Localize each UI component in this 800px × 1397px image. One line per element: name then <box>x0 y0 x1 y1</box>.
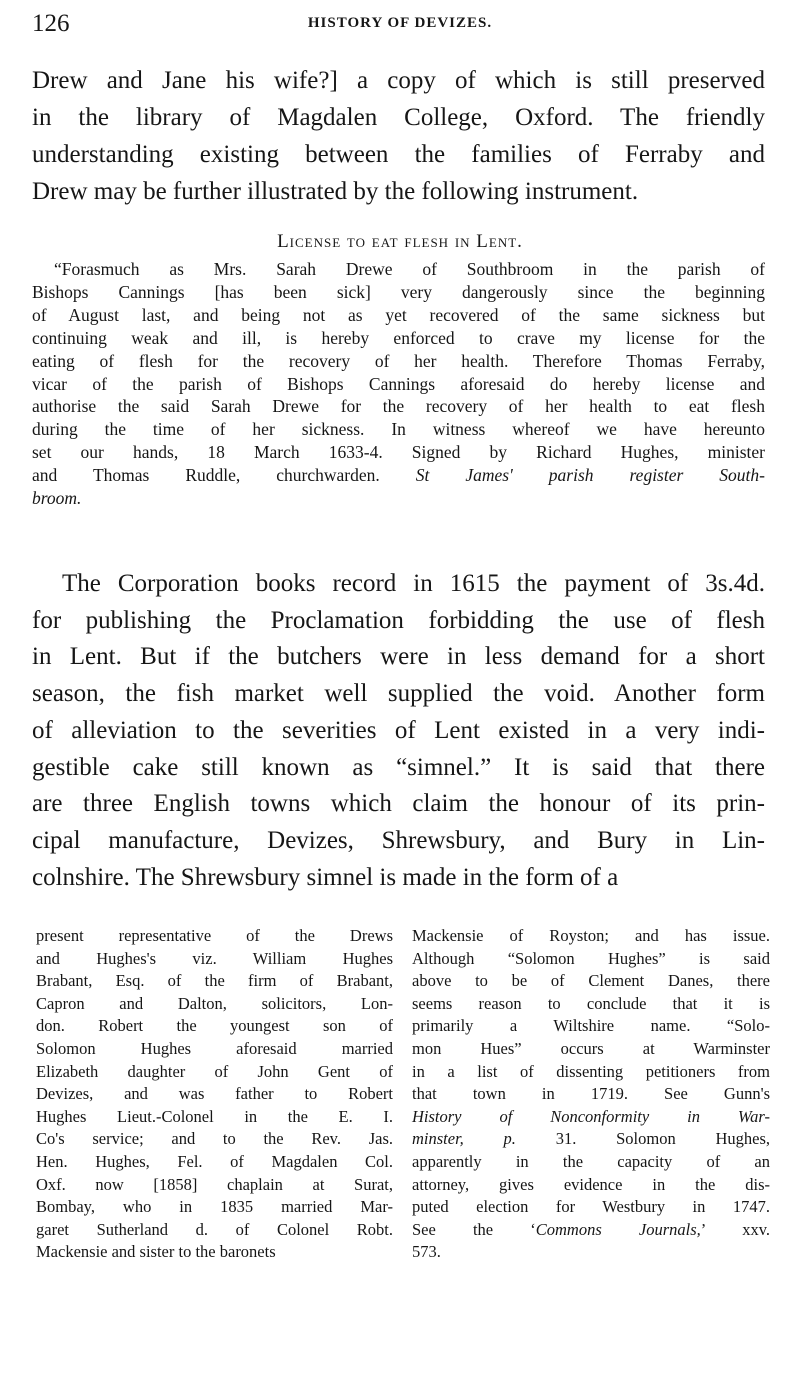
text-segment: primarily a Wiltshire name. “Solo- <box>412 1016 770 1036</box>
running-title: HISTORY OF DEVIZES. <box>307 15 493 31</box>
text-line <box>36 993 393 1016</box>
text-line <box>412 1174 770 1197</box>
text-line <box>36 1106 393 1129</box>
text-line <box>412 925 770 948</box>
italic-text: broom. <box>32 488 82 509</box>
text-segment: above to be of Clement Danes, there <box>412 971 770 991</box>
text-line <box>32 464 765 487</box>
text-segment: season, the fish market well supplied the void. Another form <box>32 680 765 708</box>
text-segment: See the ‘ <box>412 1219 536 1239</box>
text-segment: Bombay, who in 1835 married Mar- <box>36 1197 393 1217</box>
text-segment: and Thomas Ruddle, churchwarden. <box>32 465 416 486</box>
text-line <box>32 713 765 750</box>
text-segment: Devizes, and was father to Robert <box>36 1084 393 1104</box>
text-line <box>412 993 770 1016</box>
text-line <box>36 948 393 971</box>
footnote-left-column <box>36 925 393 1264</box>
text-line <box>32 603 765 640</box>
text-segment: Elizabeth daughter of John Gent of <box>36 1061 393 1081</box>
text-segment: apparently in the capacity of an <box>412 1151 770 1171</box>
text-line <box>36 1219 393 1242</box>
text-line <box>32 373 765 396</box>
text-line <box>32 258 765 281</box>
text-segment: authorise the said Sarah Drewe for the recovery of her health to eat flesh <box>32 396 765 417</box>
text-segment: in a list of dissenting petitioners from <box>412 1061 770 1081</box>
text-line <box>412 1106 770 1129</box>
text-line <box>32 676 765 713</box>
text-line <box>32 786 765 823</box>
text-segment: and Hughes's viz. William Hughes <box>36 948 393 968</box>
text-segment: Brabant, Esq. of the firm of Brabant, <box>36 971 393 991</box>
text-line <box>32 860 765 897</box>
text-line <box>36 1196 393 1219</box>
text-segment: puted election for Westbury in 1747. <box>412 1197 770 1217</box>
text-segment: colnshire. The Shrewsbury simnel is made in the form of a <box>32 863 619 891</box>
text-segment: ’ xxv. <box>700 1219 770 1239</box>
text-segment: set our hands, 18 March 1633-4. Signed by Richard Hughes, minister <box>32 442 765 463</box>
text-line <box>412 1015 770 1038</box>
italic-text: History of Nonconformity in War- <box>412 1106 770 1126</box>
text-line <box>32 750 765 787</box>
text-line <box>412 1219 770 1242</box>
text-segment: of alleviation to the severities of Lent existed in a very indi- <box>32 716 765 744</box>
text-line <box>36 1128 393 1151</box>
italic-text: minster, p. <box>412 1129 516 1149</box>
license-quotation <box>32 258 765 510</box>
page-number: 126 <box>32 10 70 37</box>
text-segment: “Forasmuch as Mrs. Sarah Drewe of Southbroom in the parish of <box>54 259 765 279</box>
text-line <box>412 1083 770 1106</box>
text-segment: eating of flesh for the recovery of her health. Therefore Thomas Ferraby, <box>32 350 765 371</box>
text-segment: 31. Solomon Hughes, <box>515 1129 770 1149</box>
text-segment: garet Sutherland d. of Colonel Robt. <box>36 1219 393 1239</box>
text-segment: in the library of Magdalen College, Oxford. The friendly <box>32 104 765 131</box>
text-line <box>32 350 765 373</box>
text-segment: Hughes Lieut.-Colonel in the E. I. <box>36 1106 393 1126</box>
text-line <box>36 1083 393 1106</box>
text-line <box>412 1196 770 1219</box>
text-segment: seems reason to conclude that it is <box>412 993 770 1013</box>
text-segment: Drew and Jane his wife?] a copy of which is still preserved <box>32 67 765 94</box>
section-heading: License to eat flesh in Lent. <box>277 231 523 252</box>
text-segment: during the time of her sickness. In witness whereof we have hereunto <box>32 419 765 440</box>
text-segment: The Corporation books record in 1615 the payment of 3s.4d. <box>62 570 765 597</box>
text-line <box>36 1061 393 1084</box>
text-segment: understanding existing between the families of Ferraby and <box>32 141 765 168</box>
text-segment: are three English towns which claim the honour of its prin- <box>32 790 765 818</box>
text-line <box>32 639 765 676</box>
text-line <box>32 304 765 327</box>
text-segment: for publishing the Proclamation forbidding the use of flesh <box>32 606 765 634</box>
text-segment: Although “Solomon Hughes” is said <box>412 948 770 968</box>
text-line <box>36 1038 393 1061</box>
text-segment: don. Robert the youngest son of <box>36 1016 393 1036</box>
text-segment: of August last, and being not as yet recovered of the same sickness but <box>32 304 765 325</box>
text-segment: vicar of the parish of Bishops Cannings aforesaid do hereby license and <box>32 373 765 394</box>
text-segment: mon Hues” occurs at Warminster <box>412 1038 770 1058</box>
text-segment: Solomon Hughes aforesaid married <box>36 1038 393 1058</box>
text-line <box>32 99 765 136</box>
text-line <box>32 487 765 510</box>
text-segment: Drew may be further illustrated by the following instrument. <box>32 178 639 205</box>
text-segment: Co's service; and to the Rev. Jas. <box>36 1129 393 1149</box>
text-line <box>32 327 765 350</box>
text-line <box>32 62 765 99</box>
italic-text: St James' parish register South- <box>415 465 765 486</box>
text-line <box>32 418 765 441</box>
italic-text: Commons Journals, <box>535 1219 701 1239</box>
text-line <box>32 136 765 173</box>
text-line <box>36 970 393 993</box>
text-segment: Bishops Cannings [has been sick] very dangerously since the beginning <box>32 281 765 302</box>
text-segment: Capron and Dalton, solicitors, Lon- <box>36 993 393 1013</box>
text-line <box>36 1241 393 1264</box>
text-line <box>32 281 765 304</box>
text-segment: continuing weak and ill, is hereby enforced to crave my license for the <box>32 327 765 348</box>
text-segment: attorney, gives evidence in the dis- <box>412 1174 770 1194</box>
text-line <box>412 1061 770 1084</box>
text-line <box>36 1151 393 1174</box>
text-segment: in Lent. But if the butchers were in less demand for a short <box>32 643 765 671</box>
text-line <box>36 1174 393 1197</box>
text-line <box>32 823 765 860</box>
text-line <box>36 1015 393 1038</box>
text-segment: Mackensie and sister to the baronets <box>36 1242 276 1262</box>
text-segment: gestible cake still known as “simnel.” It is said that there <box>32 753 765 781</box>
text-segment: Hen. Hughes, Fel. of Magdalen Col. <box>36 1151 393 1171</box>
text-line <box>412 1241 770 1264</box>
text-line <box>412 948 770 971</box>
text-line <box>32 441 765 464</box>
text-line <box>32 566 765 603</box>
text-line <box>412 970 770 993</box>
footnote-right-column <box>412 925 770 1264</box>
text-line <box>36 925 393 948</box>
text-segment: that town in 1719. See Gunn's <box>412 1084 770 1104</box>
text-segment: present representative of the Drews <box>36 926 393 945</box>
text-segment: Oxf. now [1858] chaplain at Surat, <box>36 1174 393 1194</box>
body-paragraph-2 <box>32 566 765 896</box>
text-segment: Mackensie of Royston; and has issue. <box>412 926 770 945</box>
text-line <box>412 1128 770 1151</box>
text-line <box>412 1151 770 1174</box>
text-segment: cipal manufacture, Devizes, Shrewsbury, and Bury in Lin- <box>32 826 765 854</box>
text-segment: 573. <box>412 1242 441 1262</box>
text-line <box>32 395 765 418</box>
text-line <box>32 173 765 210</box>
text-line <box>412 1038 770 1061</box>
body-paragraph-1 <box>32 62 765 210</box>
